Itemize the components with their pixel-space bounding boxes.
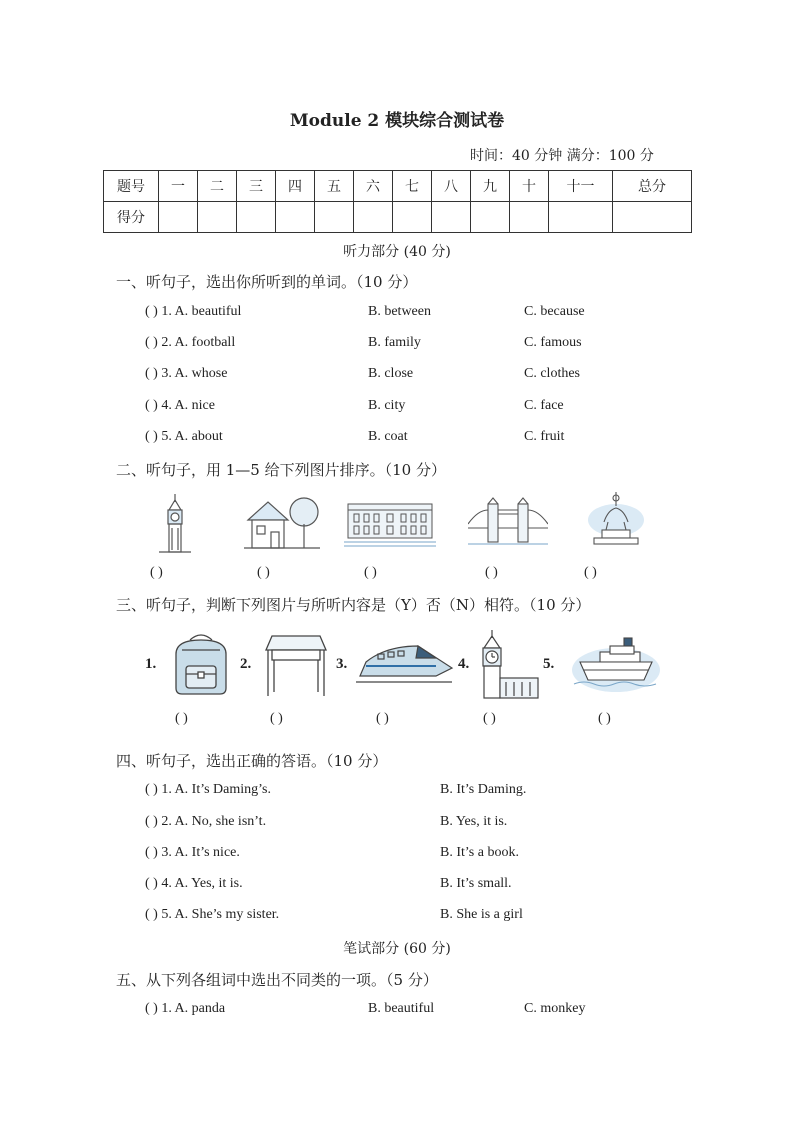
question-text: ( ) 3. A. It’s nice.: [145, 845, 240, 860]
score-row-label: 得分: [104, 202, 159, 233]
page-title: Module 2 模块综合测试卷: [289, 111, 505, 131]
section-3-title: 三、听句子，判断下列图片与所听内容是（Y）否（N）相符。（10 分）: [116, 596, 591, 614]
big-ben-icon: [478, 628, 540, 700]
question-text: ( ) 4. A. Yes, it is.: [145, 876, 243, 891]
score-cell[interactable]: [198, 202, 237, 233]
option-b: B. She is a girl: [440, 907, 523, 922]
answer-blank[interactable]: ( ): [364, 565, 377, 580]
option-b: B. It’s a book.: [440, 845, 519, 860]
score-cell[interactable]: [549, 202, 613, 233]
score-cell[interactable]: [315, 202, 354, 233]
option-b: B. close: [368, 366, 414, 381]
question-text: ( ) 3. A. whose: [145, 366, 228, 381]
option-b: B. between: [368, 304, 431, 319]
score-header-cell: 五: [315, 171, 354, 202]
train-icon: [356, 640, 454, 686]
question-text: ( ) 1. A. beautiful: [145, 304, 242, 319]
picture-number: 5.: [543, 656, 555, 672]
score-cell[interactable]: [354, 202, 393, 233]
score-header-cell: 四: [276, 171, 315, 202]
option-c: C. because: [524, 304, 585, 319]
answer-blank[interactable]: ( ): [584, 565, 597, 580]
big-ben-icon: [155, 492, 195, 554]
score-cell[interactable]: [432, 202, 471, 233]
option-b: B. beautiful: [368, 1001, 435, 1016]
backpack-icon: [168, 630, 234, 698]
answer-blank[interactable]: ( ): [483, 711, 496, 726]
score-header-cell: 二: [198, 171, 237, 202]
picture-number: 4.: [458, 656, 470, 672]
section-1-title: 一、听句子，选出你所听到的单词。（10 分）: [116, 273, 418, 291]
ship-icon: [570, 630, 660, 696]
score-header-cell: 七: [393, 171, 432, 202]
option-b: B. family: [368, 335, 421, 350]
score-cell[interactable]: [237, 202, 276, 233]
option-c: C. famous: [524, 335, 582, 350]
question-text: ( ) 2. A. No, she isn’t.: [145, 814, 267, 829]
section-2-title: 二、听句子，用 1—5 给下列图片排序。（10 分）: [116, 461, 446, 479]
desk-icon: [262, 630, 330, 698]
answer-blank[interactable]: ( ): [175, 711, 188, 726]
option-b: B. Yes, it is.: [440, 814, 508, 829]
score-header-row: [104, 171, 692, 202]
option-c: C. fruit: [524, 429, 565, 444]
answer-blank[interactable]: ( ): [257, 565, 270, 580]
option-c: C. monkey: [524, 1001, 586, 1016]
score-header-cell: 十: [510, 171, 549, 202]
answer-blank[interactable]: ( ): [598, 711, 611, 726]
score-header-cell: 八: [432, 171, 471, 202]
score-cell[interactable]: [159, 202, 198, 233]
score-header-cell: 题号: [104, 171, 159, 202]
question-text: ( ) 1. A. panda: [145, 1001, 226, 1016]
score-header-cell: 十一: [549, 171, 613, 202]
score-header-cell: 三: [237, 171, 276, 202]
exam-meta: 时间：40 分钟 满分：100 分: [470, 148, 654, 164]
option-c: C. clothes: [524, 366, 580, 381]
score-header-cell: 总分: [613, 171, 692, 202]
option-b: B. city: [368, 398, 406, 413]
score-table: [103, 170, 692, 233]
answer-blank[interactable]: ( ): [270, 711, 283, 726]
score-cell[interactable]: [471, 202, 510, 233]
question-text: ( ) 1. A. It’s Daming’s.: [145, 782, 271, 797]
picture-number: 2.: [240, 656, 252, 672]
answer-blank[interactable]: ( ): [150, 565, 163, 580]
palace-icon: [344, 496, 436, 548]
listening-header: 听力部分 (40 分): [343, 244, 451, 260]
score-cell[interactable]: [510, 202, 549, 233]
option-b: B. It’s Daming.: [440, 782, 527, 797]
house-icon: [242, 494, 322, 552]
score-cell[interactable]: [613, 202, 692, 233]
answer-blank[interactable]: ( ): [485, 565, 498, 580]
question-text: ( ) 5. A. She’s my sister.: [145, 907, 280, 922]
section-5-title: 五、从下列各组词中选出不同类的一项。（5 分）: [116, 971, 438, 989]
statue-icon: [582, 488, 650, 552]
option-b: B. It’s small.: [440, 876, 512, 891]
score-value-row: [104, 202, 692, 233]
score-header-cell: 六: [354, 171, 393, 202]
question-text: ( ) 4. A. nice: [145, 398, 215, 413]
tower-bridge-icon: [468, 496, 548, 548]
option-c: C. face: [524, 398, 564, 413]
question-text: ( ) 2. A. football: [145, 335, 236, 350]
score-cell[interactable]: [276, 202, 315, 233]
score-header-cell: 一: [159, 171, 198, 202]
option-b: B. coat: [368, 429, 408, 444]
question-text: ( ) 5. A. about: [145, 429, 223, 444]
score-header-cell: 九: [471, 171, 510, 202]
picture-number: 3.: [336, 656, 348, 672]
answer-blank[interactable]: ( ): [376, 711, 389, 726]
writing-header: 笔试部分 (60 分): [343, 941, 451, 957]
picture-number: 1.: [145, 656, 157, 672]
section-4-title: 四、听句子，选出正确的答语。（10 分）: [116, 752, 388, 770]
score-cell[interactable]: [393, 202, 432, 233]
